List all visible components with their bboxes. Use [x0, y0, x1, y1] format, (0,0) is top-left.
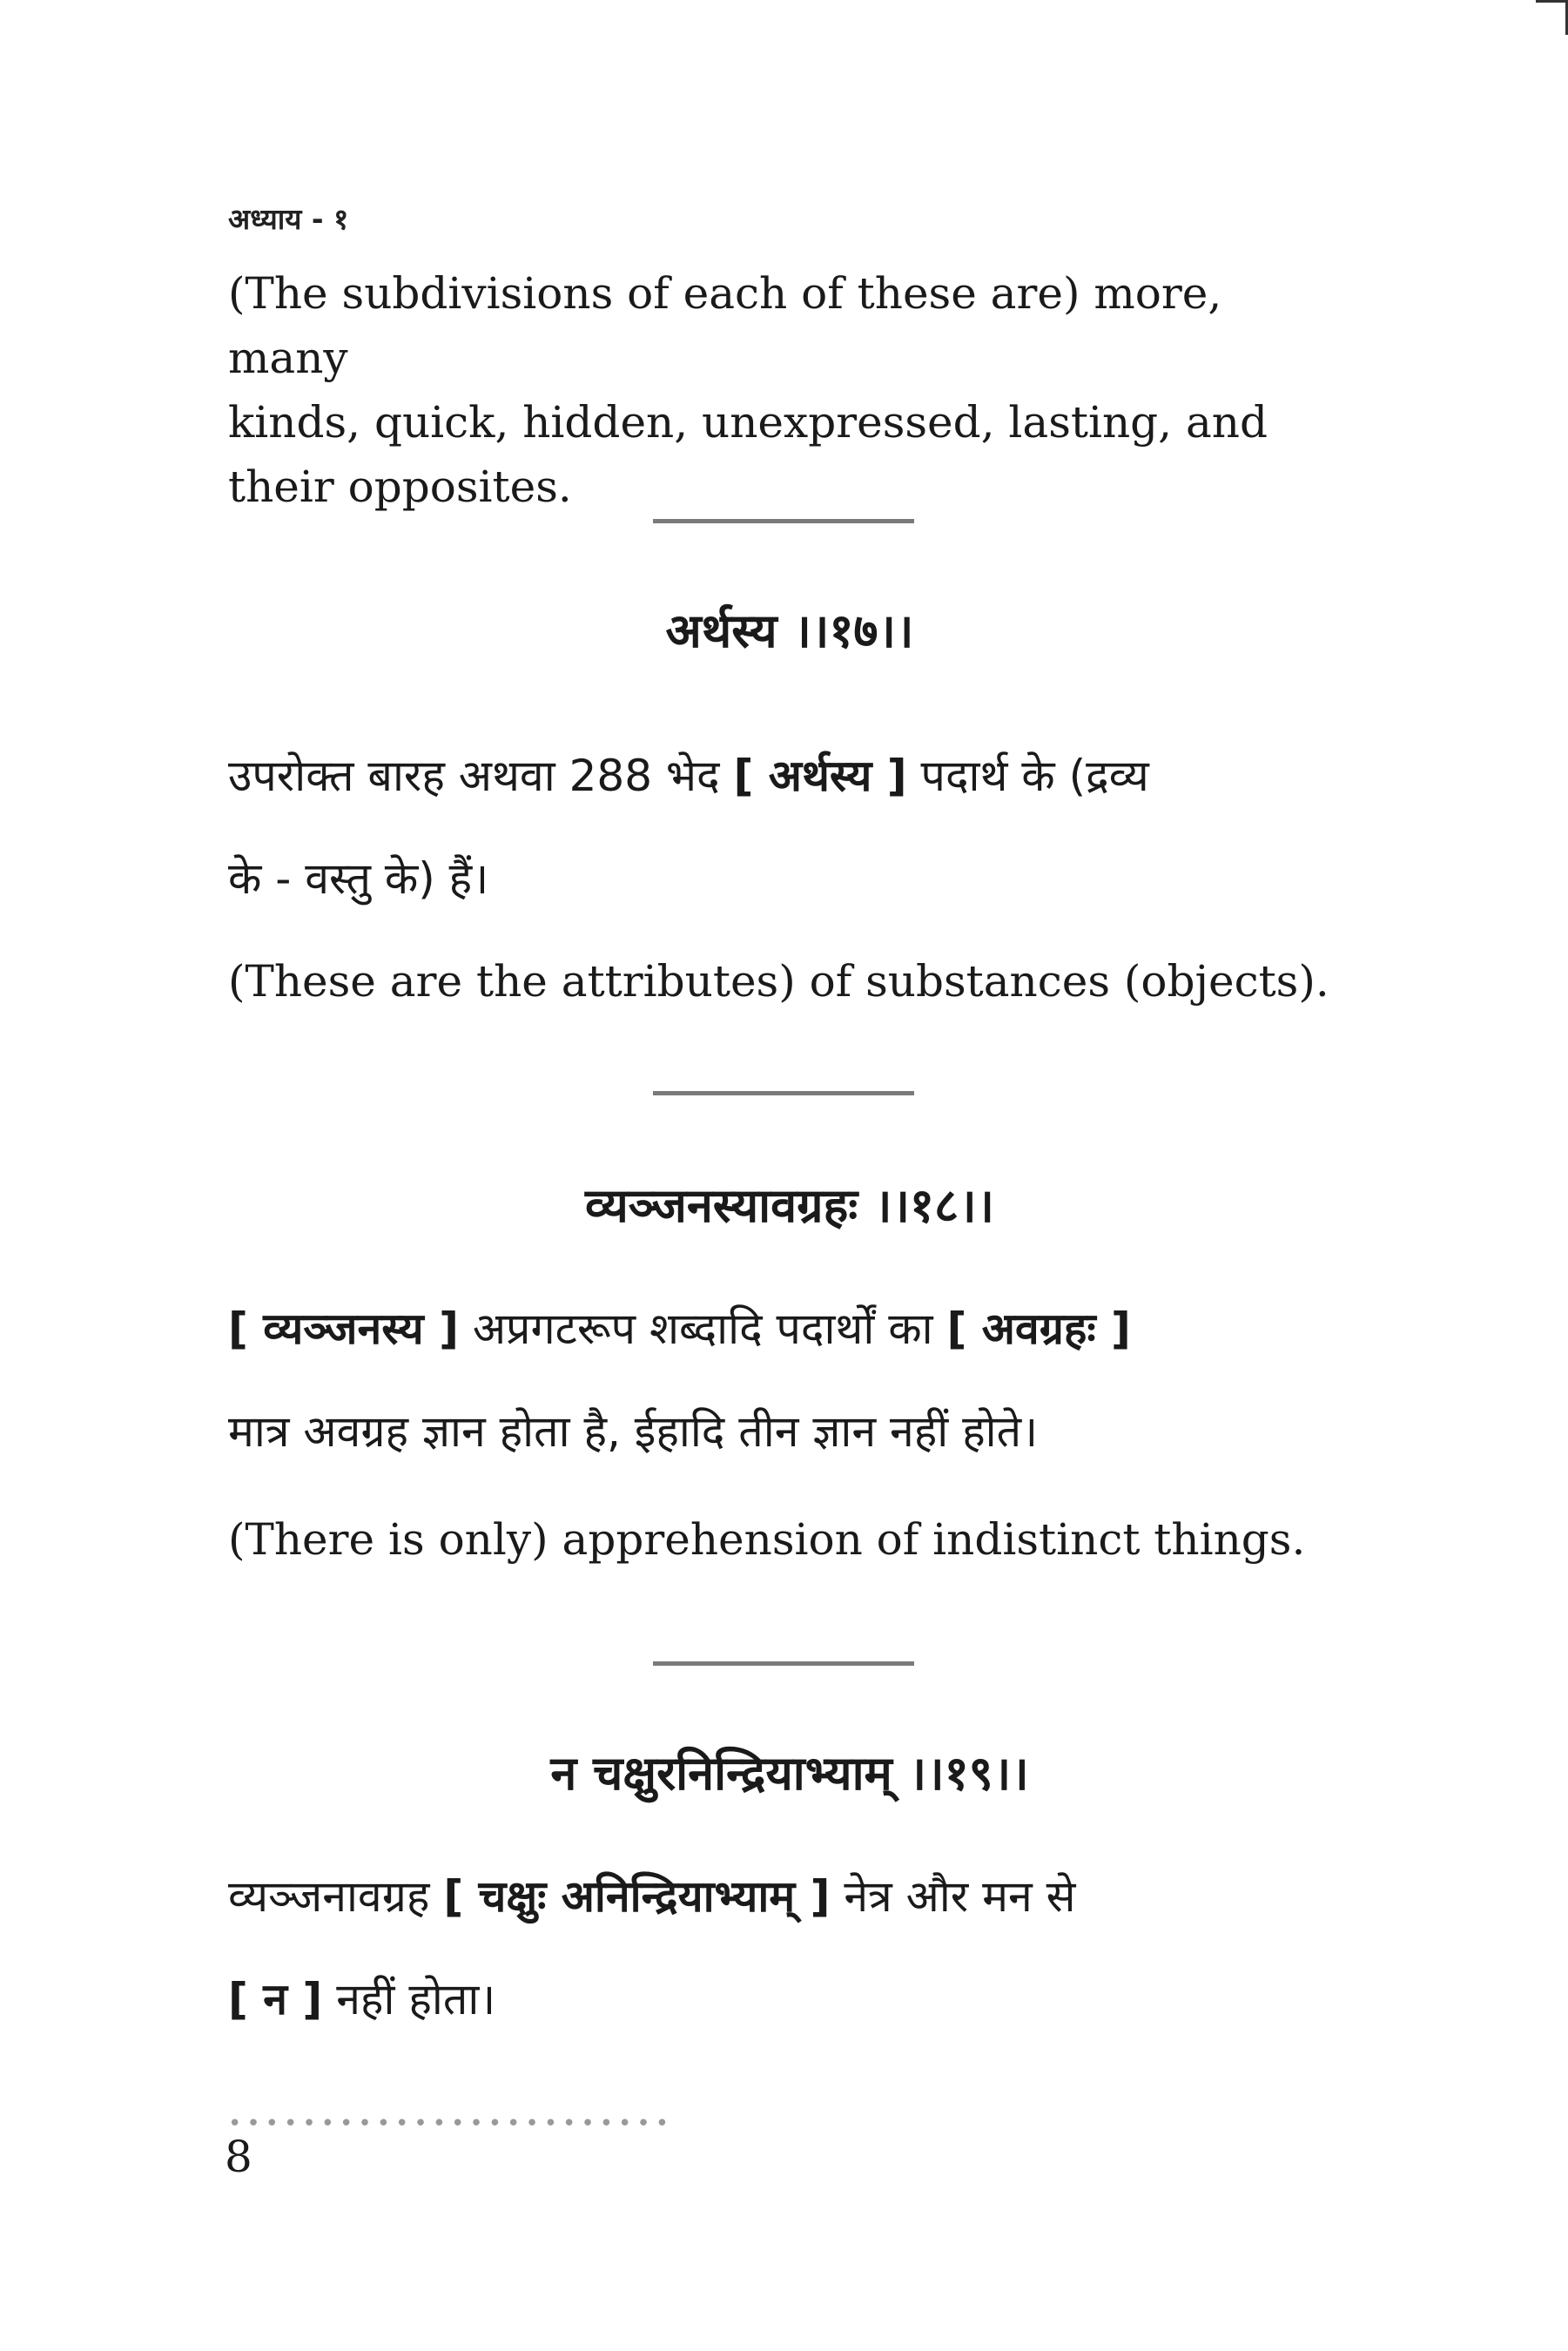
sutra-18-english: (There is only) apprehension of indistinct things. [228, 1514, 1306, 1565]
text-line: के - वस्तु के) हैं। [228, 853, 489, 904]
sutra-17-hindi [228, 724, 1351, 930]
section-divider [653, 1091, 914, 1095]
bold-term: [ व्यञ्जनस्य ] [228, 1303, 459, 1354]
section-divider [653, 1661, 914, 1666]
crop-mark [1536, 0, 1568, 35]
text-line [228, 1845, 1351, 1948]
sutra-18-heading: व्यञ्जनस्यावग्रहः ।।१८।। [584, 1178, 995, 1233]
text-line: kinds, quick, hidden, unexpressed, lasting, and [228, 397, 1268, 448]
text-line: (The subdivisions of each of these are) more, many [228, 268, 1222, 383]
text-span: अप्रगटरूप शब्दादि पदार्थों का [472, 1303, 933, 1354]
bold-term: [ अवग्रहः ] [946, 1303, 1131, 1354]
paragraph-english-1 [228, 261, 1351, 519]
text-span: व्यञ्जनावग्रह [228, 1871, 430, 1922]
bold-term: [ अर्थस्य ] [733, 751, 907, 801]
running-head: अध्याय - १ [228, 202, 349, 236]
footer-dot-rule: •••••••••••••••••••••••• [228, 2111, 675, 2137]
sutra-19-heading: न चक्षुरनिन्द्रियाभ्याम् ।।१९।। [550, 1746, 1029, 1801]
text-span: उपरोक्त बारह अथवा 288 भेद [228, 751, 720, 801]
text-span: नेत्र और मन से [844, 1871, 1076, 1922]
text-span: नहीं होता। [336, 1974, 496, 2024]
text-line [228, 1277, 1351, 1380]
text-span: पदार्थ के (द्रव्य [920, 751, 1149, 801]
sutra-19-hindi [228, 1845, 1351, 2051]
text-line [228, 1948, 1351, 2051]
bold-term: [ न ] [228, 1974, 323, 2024]
text-line: their opposites. [228, 461, 572, 512]
section-divider [653, 519, 914, 523]
sutra-17-english: (These are the attributes) of substances (objects). [228, 956, 1329, 1007]
text-line [228, 724, 1351, 827]
bold-term: [ चक्षुः अनिन्द्रियाभ्याम् ] [443, 1871, 831, 1922]
sutra-18-hindi [228, 1277, 1351, 1483]
sutra-17-heading: अर्थस्य ।।१७।। [665, 603, 914, 658]
page-number: 8 [225, 2132, 252, 2182]
text-line: मात्र अवग्रह ज्ञान होता है, ईहादि तीन ज्ञान नहीं होते। [228, 1406, 1039, 1457]
